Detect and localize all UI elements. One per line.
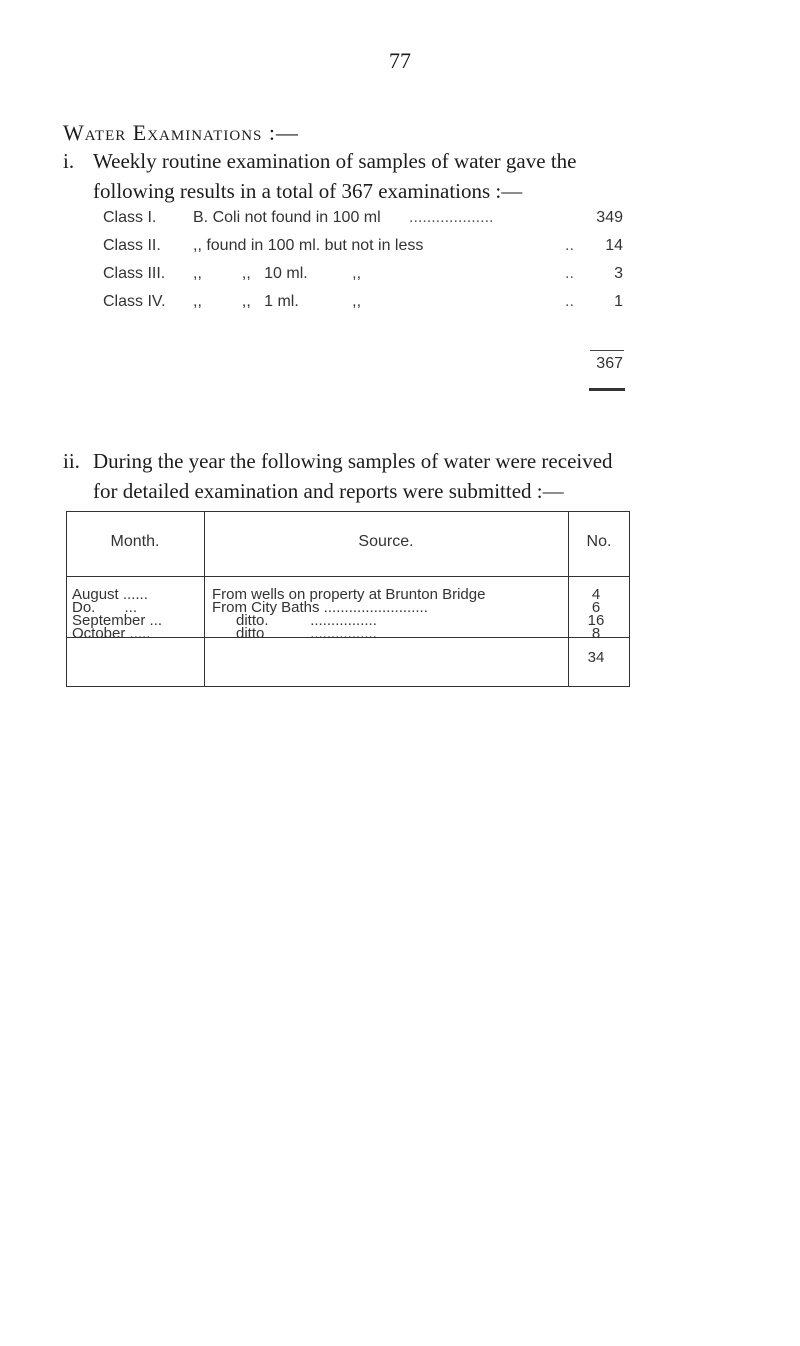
total-rule [590, 350, 624, 351]
column-header-source: Source. [358, 533, 414, 550]
class-count: 1 [614, 293, 623, 310]
class-count: 14 [605, 237, 623, 254]
source-cell: From City Baths ......................... [212, 599, 428, 616]
paragraph-line: for detailed examination and reports were submitted :— [93, 479, 564, 503]
number-cell: 6 [591, 599, 601, 616]
source-cell: ditto. ................ [236, 612, 377, 629]
leader-dots: .. [565, 237, 574, 254]
column-header-month: Month. [110, 533, 160, 550]
column-header-no: No. [586, 533, 612, 550]
table-total: 34 [587, 649, 605, 666]
leader-dots: ................... [409, 209, 494, 226]
paragraph-line: following results in a total of 367 examinations :— [93, 179, 523, 203]
table-border [66, 511, 630, 512]
class-row [103, 204, 623, 232]
month-cell: August ...... [72, 586, 148, 603]
table-header-rule [66, 576, 630, 577]
class-description: ,, ,, 1 ml. ,, [193, 293, 362, 310]
class-results-list [103, 204, 623, 316]
class-label: Class I. [103, 209, 157, 226]
paragraph-line: During the year the following samples of water were received [93, 449, 613, 473]
month-cell: October ..... [72, 625, 151, 642]
class-row [103, 288, 623, 316]
class-label: Class III. [103, 265, 166, 282]
class-description: ,, found in 100 ml. but not in less [193, 237, 424, 254]
class-count: 3 [614, 265, 623, 282]
paragraph-line: Weekly routine examination of samples of water gave the [93, 149, 577, 173]
paragraph-ii [63, 446, 743, 506]
month-cell: Do. ... [72, 599, 138, 616]
leader-dots: .. [565, 265, 574, 282]
class-count: 349 [596, 209, 623, 226]
class-label: Class II. [103, 237, 161, 254]
table-row [66, 623, 630, 645]
number-cell: 8 [591, 625, 601, 642]
source-cell: From wells on property at Brunton Bridge [212, 586, 486, 603]
source-cell: ditto ................ [236, 625, 377, 642]
class-label: Class IV. [103, 293, 166, 310]
paragraph-number: ii. [63, 449, 80, 473]
class-description: ,, ,, 10 ml. ,, [193, 265, 362, 282]
paragraph-number: i. [63, 149, 75, 173]
number-cell: 4 [591, 586, 601, 603]
leader-dots: .. [565, 293, 574, 310]
table-border [66, 686, 630, 687]
class-row [103, 232, 623, 260]
month-cell: September ... [72, 612, 163, 629]
class-total: 367 [596, 355, 623, 372]
number-cell: 16 [587, 612, 605, 629]
class-row [103, 260, 623, 288]
class-description: B. Coli not found in 100 ml [193, 209, 381, 226]
page-number: 77 [389, 48, 411, 73]
total-double-rule [589, 388, 625, 391]
section-heading: Water Examinations :— [63, 120, 299, 145]
samples-table [66, 511, 630, 687]
paragraph-i [63, 146, 743, 206]
